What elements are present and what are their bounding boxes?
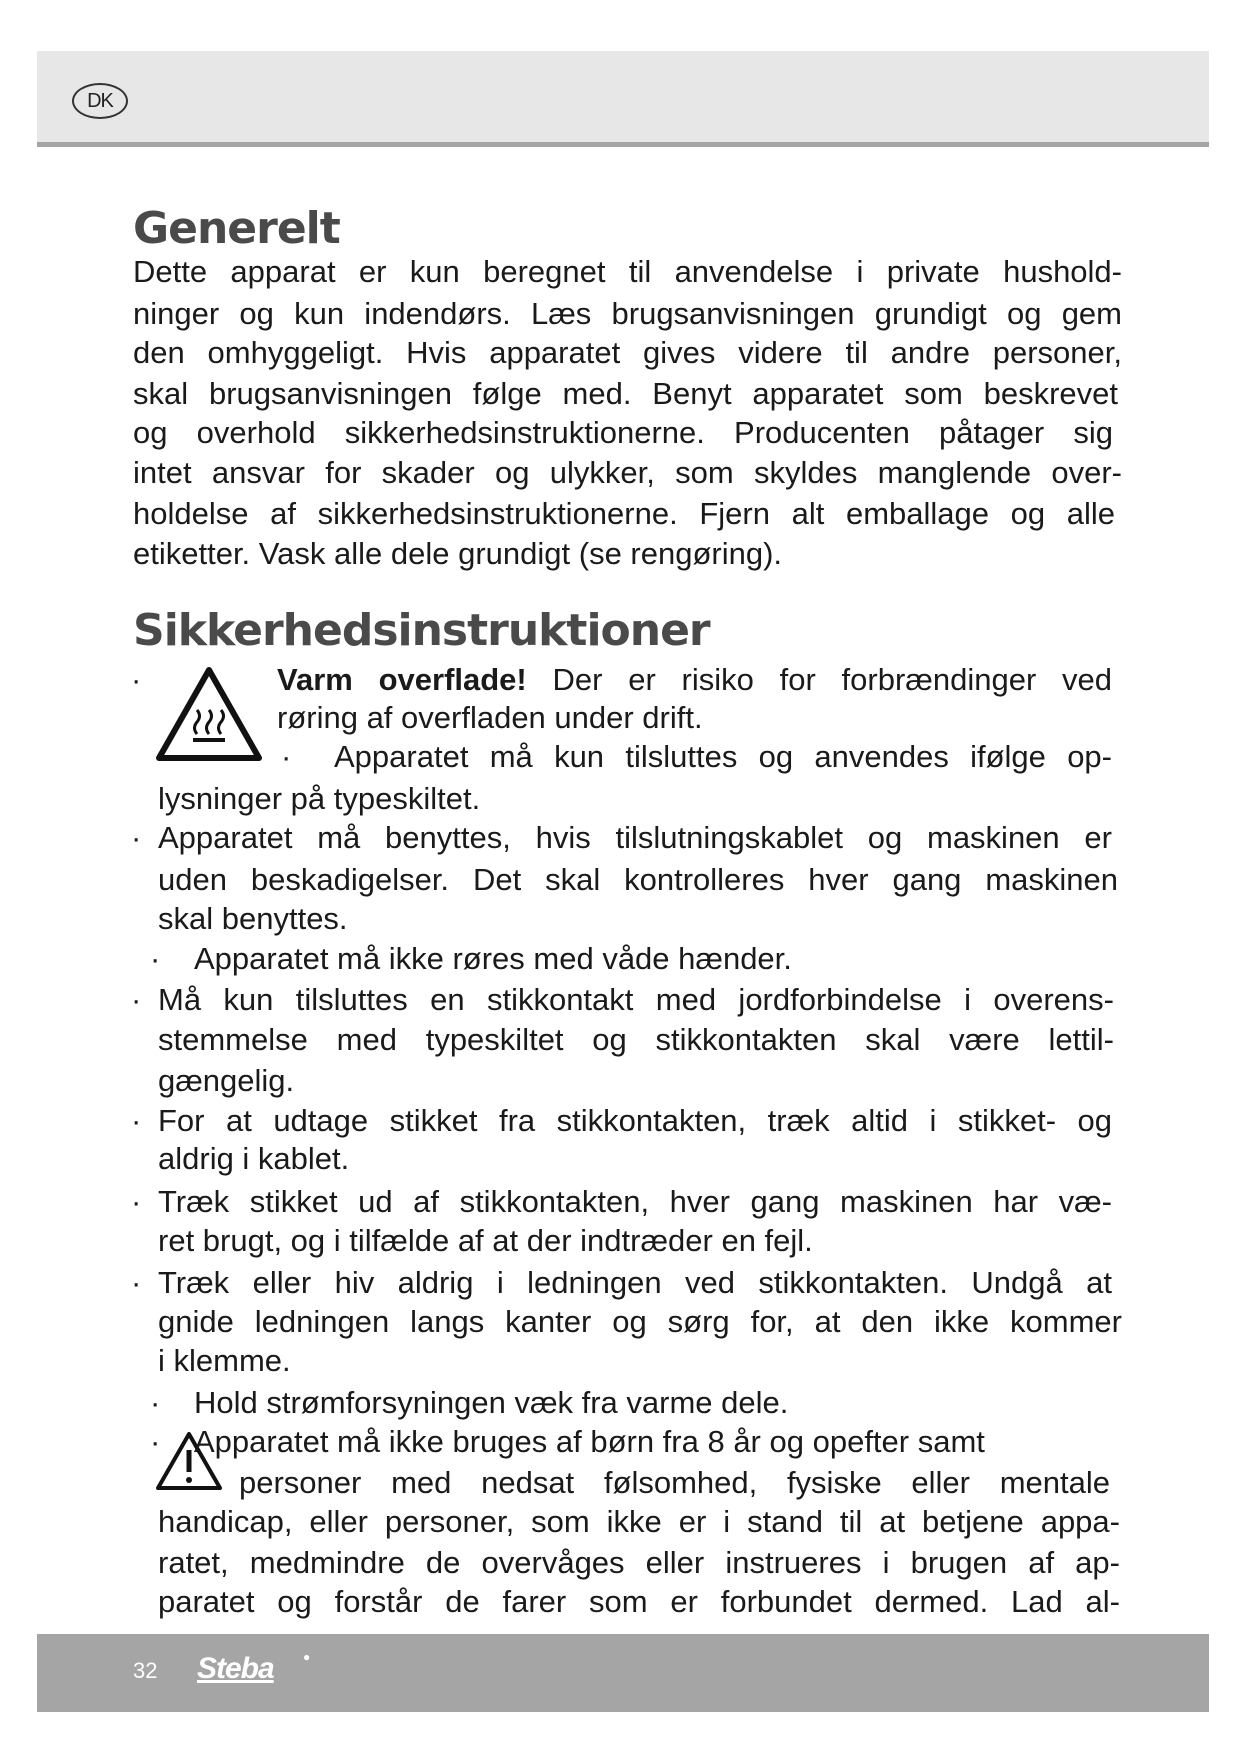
text-line: i klemme.	[158, 1343, 291, 1378]
text-line: Dette apparat er kun beregnet til anvendelse i private hushold-	[133, 254, 1122, 289]
text-line: Apparatet må kun tilsluttes og anvendes ifølge op-	[334, 739, 1112, 774]
text-line: holdelse af sikkerhedsinstruktionerne. Fjern alt emballage og alle	[133, 496, 1115, 531]
text-line: Hold strømforsyningen væk fra varme dele.	[194, 1385, 789, 1420]
text-line: Træk stikket ud af stikkontakten, hver gang maskinen har væ-	[158, 1184, 1112, 1219]
section-title-generelt: Generelt	[133, 203, 340, 254]
bullet: ·	[281, 739, 292, 774]
text-line: Træk eller hiv aldrig i ledningen ved stikkontakten. Undgå at	[158, 1265, 1112, 1300]
text-line: gængelig.	[158, 1063, 295, 1098]
text-line: Apparatet må ikke bruges af børn fra 8 år og opefter samt	[194, 1424, 985, 1459]
hot-surface-warning-icon	[155, 666, 263, 764]
text-line: gnide ledningen langs kanter og sørg for, at den ikke kommer	[158, 1304, 1122, 1339]
section-title-safety: Sikkerhedsinstruktioner	[133, 605, 710, 656]
text-line: Apparatet må benyttes, hvis tilslutningskablet og maskinen er	[158, 820, 1112, 855]
text-line: For at udtage stikket fra stikkontakten, træk altid i stikket- og	[158, 1103, 1112, 1138]
bullet: ·	[131, 1265, 142, 1300]
brand-logo: Steba	[197, 1652, 274, 1685]
text-line: røring af overfladen under drift.	[277, 700, 703, 735]
page-footer	[37, 1634, 1209, 1712]
bullet: ·	[131, 982, 142, 1017]
text-line: personer med nedsat følsomhed, fysiske eller mentale	[239, 1465, 1110, 1500]
page-number: 32	[133, 1658, 158, 1683]
bullet: ·	[131, 1103, 142, 1138]
text-line: ratet, medmindre de overvåges eller instrueres i brugen af ap-	[158, 1545, 1120, 1580]
text-line: Apparatet må ikke røres med våde hænder.	[194, 941, 792, 976]
text-line: etiketter. Vask alle dele grundigt (se rengøring).	[133, 536, 783, 571]
text-line: ret brugt, og i tilfælde af at der indtræder en fejl.	[158, 1223, 813, 1258]
text-line: og overhold sikkerhedsinstruktionerne. Producenten påtager sig	[133, 415, 1113, 450]
warning-bold-label: Varm overflade!	[277, 662, 527, 697]
text-line: lysninger på typeskiltet.	[158, 781, 481, 816]
bullet: ·	[150, 1385, 161, 1420]
registered-mark-icon: ●	[303, 1650, 311, 1664]
text-line: stemmelse med typeskiltet og stikkontakten skal være lettil-	[158, 1022, 1114, 1057]
text-line: uden beskadigelser. Det skal kontrolleres hver gang maskinen	[158, 862, 1118, 897]
text-line	[277, 660, 1112, 700]
text-line: skal benyttes.	[158, 901, 348, 936]
bullet: ·	[131, 1184, 142, 1219]
bullet: ·	[131, 662, 142, 697]
text-line: skal brugsanvisningen følge med. Benyt apparatet som beskrevet	[133, 376, 1118, 411]
text-line: ninger og kun indendørs. Læs brugsanvisningen grundigt og gem	[133, 296, 1122, 331]
bullet: ·	[150, 1424, 161, 1459]
text-line: paratet og forstår de farer som er forbundet dermed. Lad al-	[158, 1584, 1120, 1619]
bullet: ·	[131, 820, 142, 855]
text-line: intet ansvar for skader og ulykker, som skyldes manglende over-	[133, 455, 1122, 490]
page-header	[37, 51, 1209, 147]
text-line: aldrig i kablet.	[158, 1141, 350, 1176]
text-line: Må kun tilsluttes en stikkontakt med jordforbindelse i overens-	[158, 982, 1114, 1017]
text-line: den omhyggeligt. Hvis apparatet gives videre til andre personer,	[133, 335, 1122, 370]
warning-text: Der er risiko for forbrændinger ved	[552, 662, 1113, 697]
language-badge: DK	[72, 83, 128, 119]
bullet: ·	[150, 941, 161, 976]
text-line: handicap, eller personer, som ikke er i stand til at betjene appa-	[158, 1504, 1120, 1539]
